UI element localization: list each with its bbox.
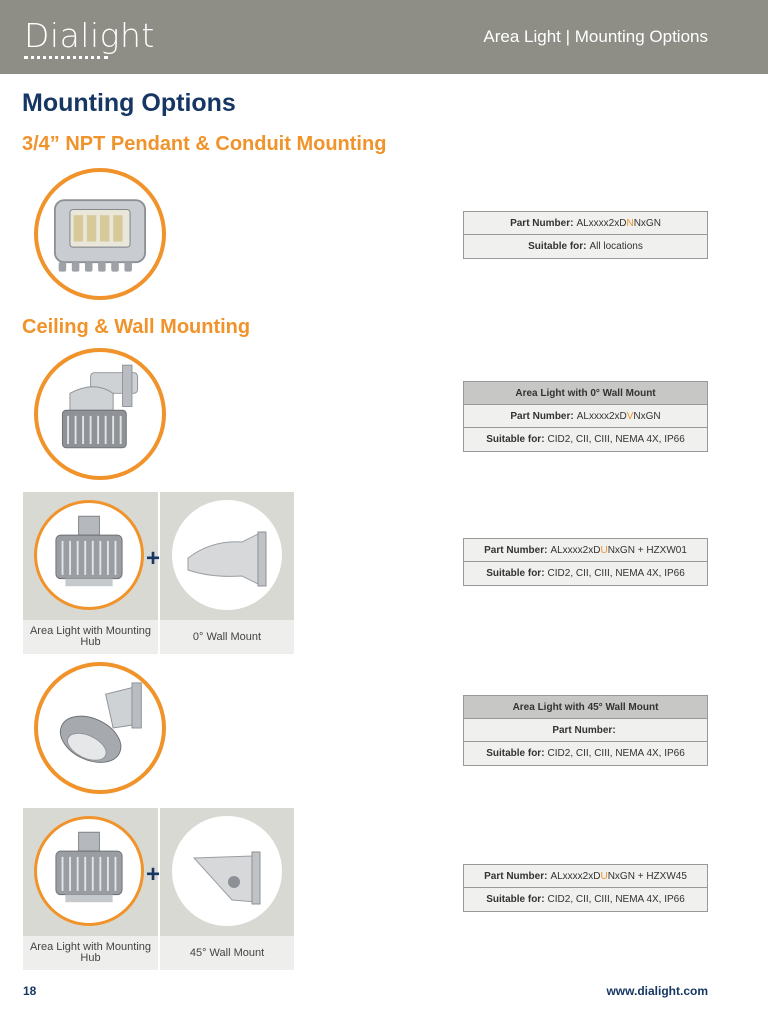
hub-light-panel [23,808,161,936]
caption-forty-five-mount: 45° Wall Mount [160,936,294,970]
header-title: Area Light | Mounting Options [483,27,708,46]
zero-degree-wall-mount-table [463,381,708,452]
suitable-for-row: Suitable for: CID2, CII, CIII, NEMA 4X, IP66 [464,888,707,911]
dialight-logo: Dialight [24,16,155,55]
page-header [0,0,768,74]
hub-light-image [34,816,144,926]
wall-mount-light-image [34,348,166,480]
suitable-for-row: Suitable for: All locations [464,235,707,258]
plus-sign: + [146,545,161,572]
pendant-light-image [34,168,166,300]
caption-hub-light: Area Light with Mounting Hub [23,936,158,970]
forty-five-mount-light-image [34,662,166,794]
section-heading-pendant: 3/4” NPT Pendant & Conduit Mounting [22,133,387,155]
forty-five-wall-mount-table [463,695,708,766]
part-number-row: Part Number: [464,719,707,742]
forty-five-mount-combo-table [463,864,708,912]
section-heading-ceiling-wall: Ceiling & Wall Mounting [22,316,251,338]
forty-five-mount-panel [160,808,294,936]
hub-plus-forty-five-mount-combo [23,808,294,970]
page-number: 18 [23,984,37,998]
table-title-row: Area Light with 45° Wall Mount [464,696,707,719]
suitable-for-row: Suitable for: CID2, CII, CIII, NEMA 4X, IP66 [464,562,707,585]
forty-five-degree-mount-image [172,816,282,926]
suitable-for-row: Suitable for: CID2, CII, CIII, NEMA 4X, IP66 [464,428,707,451]
zero-mount-combo-table [463,538,708,586]
caption-hub-light: Area Light with Mounting Hub [23,620,158,654]
part-number-row: Part Number: ALxxxx2xD U NxGN + HZXW45 [464,865,707,888]
page-title: Mounting Options [22,89,236,117]
logo-dots [24,56,108,59]
table-title-row: Area Light with 0° Wall Mount [464,382,707,405]
suitable-for-row: Suitable for: CID2, CII, CIII, NEMA 4X, IP66 [464,742,707,765]
part-number-row: Part Number: ALxxxx2xD V NxGN [464,405,707,428]
hub-light-panel [23,492,161,620]
zero-mount-panel [160,492,294,620]
plus-sign: + [146,861,161,888]
hub-plus-zero-mount-combo [23,492,294,654]
zero-degree-mount-image [172,500,282,610]
hub-light-image [34,500,144,610]
website-link[interactable]: www.dialight.com [606,984,708,998]
caption-zero-mount: 0° Wall Mount [160,620,294,654]
part-number-row: Part Number: ALxxxx2xD U NxGN + HZXW01 [464,539,707,562]
part-number-row: Part Number: ALxxxx2xD N NxGN [464,212,707,235]
pendant-spec-table [463,211,708,259]
